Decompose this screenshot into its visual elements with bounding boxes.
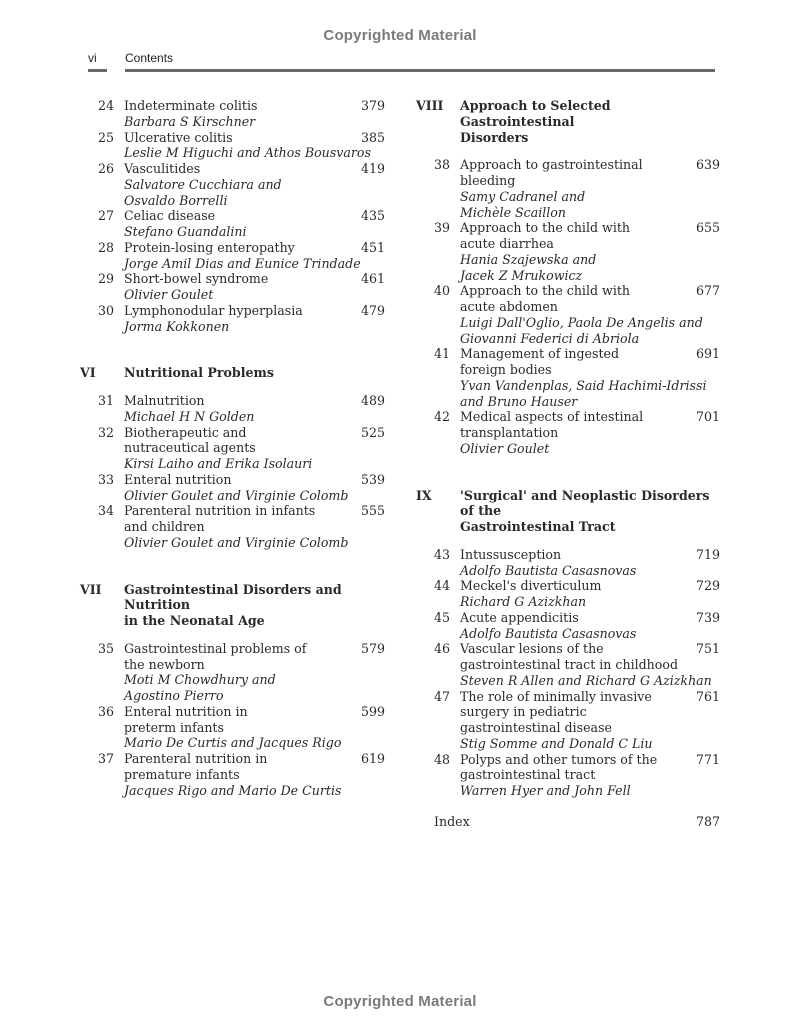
page-number: 761 <box>695 688 720 704</box>
page-number: 719 <box>695 546 720 562</box>
chapter-authors: Michael H N Golden <box>124 408 255 424</box>
chapter-title: acute abdomen <box>460 299 558 314</box>
watermark-top: Copyrighted Material <box>323 27 477 44</box>
chapter-body <box>124 704 346 751</box>
chapter-body <box>124 471 349 504</box>
toc-entry[interactable] <box>416 157 726 220</box>
chapter-title: surgery in pediatric <box>460 704 587 720</box>
chapter-number: 44 <box>433 578 450 594</box>
chapter-title: Approach to the child with <box>460 220 631 236</box>
chapter-title: Approach to the child with <box>460 283 631 299</box>
chapter-number: 43 <box>433 546 450 562</box>
chapter-number: 24 <box>97 98 114 113</box>
page-number: 555 <box>360 503 385 519</box>
page-number: 787 <box>695 813 720 829</box>
chapter-title: Lymphonodular hyperplasia <box>124 302 303 318</box>
chapter-authors: Agostino Pierro <box>124 688 224 703</box>
part-title: Gastrointestinal Tract <box>460 519 616 534</box>
chapter-title: Intussusception <box>460 546 562 562</box>
part-heading[interactable] <box>416 98 726 145</box>
page-number: 479 <box>360 302 385 318</box>
page-number: 525 <box>360 424 385 440</box>
toc-entry[interactable] <box>416 578 726 610</box>
chapter-authors: Giovanni Federici di Abriola <box>460 330 640 346</box>
chapter-body <box>124 129 371 162</box>
chapter-authors: Olivier Goulet <box>460 440 550 456</box>
chapter-title: Vasculitides <box>124 161 201 176</box>
part-number: IX <box>416 487 432 503</box>
chapter-title: Ulcerative colitis <box>124 129 233 145</box>
toc-entry[interactable] <box>80 425 390 472</box>
chapter-body <box>460 547 682 579</box>
chapter-title: Biotherapeutic and <box>124 424 247 440</box>
page-number: 771 <box>695 751 720 767</box>
chapter-number: 39 <box>433 220 450 236</box>
toc-entry[interactable] <box>80 472 390 504</box>
toc-entry[interactable] <box>80 393 390 425</box>
chapter-title: Malnutrition <box>124 393 205 408</box>
chapter-number: 28 <box>97 239 114 255</box>
toc-entry[interactable] <box>80 271 390 303</box>
chapter-title: Parenteral nutrition in <box>124 751 268 766</box>
chapter-number: 45 <box>433 609 450 625</box>
chapter-number: 40 <box>433 283 450 299</box>
chapter-body <box>460 283 703 346</box>
chapter-title: Enteral nutrition in <box>124 703 248 719</box>
chapter-title: Protein-losing enteropathy <box>124 239 295 255</box>
toc-entry[interactable] <box>80 751 390 798</box>
toc-entry[interactable] <box>80 503 390 550</box>
part-title: Disorders <box>460 129 529 145</box>
chapter-title: premature infants <box>124 766 240 782</box>
toc-entry[interactable] <box>80 98 390 130</box>
chapter-body <box>124 161 346 208</box>
toc-entry[interactable] <box>416 547 726 579</box>
part-number: VI <box>80 365 96 381</box>
chapter-number: 41 <box>433 346 450 362</box>
chapter-title: Medical aspects of intestinal <box>460 409 644 425</box>
page-number: 701 <box>695 409 720 425</box>
chapter-authors: Barbara S Kirschner <box>124 113 256 129</box>
chapter-body <box>460 689 682 752</box>
toc-entry[interactable] <box>80 641 390 704</box>
chapter-authors: Richard G Azizkhan <box>460 594 587 609</box>
page-number: 419 <box>360 161 385 176</box>
chapter-authors: Stig Somme and Donald C Liu <box>460 735 653 751</box>
chapter-title: Vascular lesions of the <box>460 641 604 657</box>
part-title: 'Surgical' and Neoplastic Disorders of the <box>460 487 710 519</box>
part-spacer <box>416 457 726 488</box>
toc-entry[interactable] <box>80 130 390 162</box>
toc-entry[interactable] <box>80 161 390 208</box>
toc-right-column <box>416 98 726 830</box>
chapter-number: 26 <box>97 161 114 176</box>
part-heading[interactable] <box>80 582 390 629</box>
chapter-title: Celiac disease <box>124 208 216 224</box>
chapter-authors: Salvatore Cucchiara and <box>124 176 282 192</box>
chapter-authors: Yvan Vandenplas, Said Hachimi-Idrissi <box>460 377 707 393</box>
chapter-title: Parenteral nutrition in infants <box>124 503 316 519</box>
part-title: in the Neonatal Age <box>124 613 265 628</box>
chapter-title: Polyps and other tumors of the <box>460 751 658 767</box>
chapter-title: gastrointestinal tract in childhood <box>460 657 679 672</box>
toc-entry[interactable] <box>416 641 726 688</box>
page-number: 677 <box>695 283 720 299</box>
chapter-authors: Adolfo Bautista Casasnovas <box>460 562 637 578</box>
chapter-title: The role of minimally invasive <box>460 688 652 704</box>
page-number: 451 <box>360 239 385 255</box>
header-rule-short <box>88 69 107 72</box>
toc-entry[interactable] <box>416 409 726 456</box>
chapter-body <box>460 409 682 456</box>
chapter-number: 30 <box>97 302 114 318</box>
chapter-authors: Jacques Rigo and Mario De Curtis <box>124 782 342 798</box>
chapter-authors: Hania Szajewska and <box>460 251 597 267</box>
page-number: 655 <box>695 220 720 236</box>
chapter-title: Indeterminate colitis <box>124 98 258 113</box>
chapter-title: Management of ingested <box>460 346 620 362</box>
chapter-title: preterm infants <box>124 719 224 735</box>
chapter-body <box>124 239 361 272</box>
chapter-number: 27 <box>97 208 114 224</box>
chapter-body <box>460 157 682 220</box>
chapter-title: bleeding <box>460 173 516 188</box>
chapter-body <box>460 752 682 799</box>
running-head-title: Contents <box>125 51 174 65</box>
chapter-number: 46 <box>433 641 450 657</box>
page-number: 579 <box>360 640 385 656</box>
part-title: Approach to Selected Gastrointestinal <box>460 98 611 129</box>
toc-entry[interactable] <box>416 752 726 799</box>
chapter-title: Short-bowel syndrome <box>124 271 269 287</box>
chapter-title: gastrointestinal tract <box>460 767 596 783</box>
toc-entry[interactable] <box>416 220 726 283</box>
toc-entry[interactable] <box>80 704 390 751</box>
toc-entry[interactable] <box>416 283 726 346</box>
page-folio: vi <box>88 51 97 65</box>
toc-entry[interactable] <box>416 610 726 642</box>
chapter-authors: Olivier Goulet and Virginie Colomb <box>124 487 349 503</box>
chapter-body <box>124 98 346 130</box>
watermark-bottom: Copyrighted Material <box>323 993 477 1010</box>
chapter-title: nutraceutical agents <box>124 440 256 456</box>
page-number: 379 <box>360 98 385 113</box>
toc-index-entry[interactable] <box>416 814 726 830</box>
page-number: 619 <box>360 751 385 766</box>
chapter-number: 31 <box>97 393 114 408</box>
chapter-body <box>460 610 682 642</box>
chapter-number: 38 <box>433 157 450 173</box>
chapter-authors: and Bruno Hauser <box>460 393 578 409</box>
part-number: VII <box>80 581 102 597</box>
chapter-number: 37 <box>97 751 114 766</box>
part-title: Nutritional Problems <box>124 365 274 381</box>
page-number: 489 <box>360 393 385 408</box>
toc-entry[interactable] <box>80 240 390 272</box>
page-number: 385 <box>360 129 385 145</box>
chapter-authors: Jorge Amil Dias and Eunice Trindade <box>124 255 361 271</box>
chapter-body <box>460 346 707 409</box>
chapter-body <box>124 503 349 550</box>
chapter-number: 33 <box>97 471 114 487</box>
page-number: 691 <box>695 346 720 362</box>
page-number: 461 <box>360 271 385 287</box>
chapter-number: 29 <box>97 271 114 287</box>
chapter-authors: Leslie M Higuchi and Athos Bousvaros <box>124 145 371 161</box>
page-number: 599 <box>360 703 385 719</box>
chapter-number: 25 <box>97 129 114 145</box>
toc-entry[interactable] <box>416 689 726 752</box>
page-number: 729 <box>695 578 720 594</box>
chapter-number: 32 <box>97 424 114 440</box>
chapter-authors: Michèle Scaillon <box>460 204 566 220</box>
chapter-title: gastrointestinal disease <box>460 720 612 735</box>
chapter-number: 48 <box>433 751 450 767</box>
page-number: 435 <box>360 208 385 224</box>
chapter-authors: Mario De Curtis and Jacques Rigo <box>124 735 342 751</box>
index-label: Index <box>434 813 470 829</box>
header-rule-long <box>125 69 715 72</box>
chapter-authors: Moti M Chowdhury and <box>124 672 276 688</box>
chapter-body <box>124 303 346 335</box>
part-spacer <box>80 334 390 365</box>
chapter-number: 35 <box>97 640 114 656</box>
part-number: VIII <box>416 98 444 113</box>
chapter-authors: Adolfo Bautista Casasnovas <box>460 625 637 641</box>
chapter-number: 34 <box>97 503 114 519</box>
chapter-body <box>124 641 346 704</box>
chapter-number: 42 <box>433 409 450 425</box>
part-title: Gastrointestinal Disorders and Nutrition <box>124 581 342 613</box>
part-heading[interactable] <box>80 365 390 381</box>
chapter-title: Gastrointestinal problems of <box>124 640 307 656</box>
chapter-title: the newborn <box>124 656 205 672</box>
chapter-authors: Olivier Goulet <box>124 287 214 302</box>
chapter-body <box>460 220 682 283</box>
chapter-body <box>460 578 682 610</box>
chapter-body <box>124 425 346 472</box>
chapter-authors: Luigi Dall'Oglio, Paola De Angelis and <box>460 314 703 330</box>
chapter-body <box>124 271 346 303</box>
page-number: 539 <box>360 471 385 487</box>
chapter-authors: Olivier Goulet and Virginie Colomb <box>124 534 349 550</box>
toc-entry[interactable] <box>80 208 390 240</box>
page-number: 739 <box>695 609 720 625</box>
chapter-title: acute diarrhea <box>460 236 554 251</box>
chapter-authors: Stefano Guandalini <box>124 224 247 239</box>
chapter-authors: Kirsi Laiho and Erika Isolauri <box>124 456 313 471</box>
toc-entry[interactable] <box>416 346 726 409</box>
chapter-number: 36 <box>97 703 114 719</box>
chapter-authors: Steven R Allen and Richard G Azizkhan <box>460 672 712 688</box>
chapter-body <box>124 393 346 425</box>
chapter-title: and children <box>124 519 205 534</box>
chapter-title: Enteral nutrition <box>124 471 232 487</box>
part-heading[interactable] <box>416 488 726 535</box>
chapter-title: Meckel's diverticulum <box>460 578 602 594</box>
chapter-authors: Osvaldo Borrelli <box>124 192 228 208</box>
chapter-title: foreign bodies <box>460 362 552 377</box>
chapter-authors: Jorma Kokkonen <box>124 318 230 334</box>
page-number: 751 <box>695 641 720 657</box>
page-number: 639 <box>695 157 720 173</box>
chapter-authors: Jacek Z Mrukowicz <box>460 267 583 283</box>
chapter-body <box>124 751 346 798</box>
part-spacer <box>80 551 390 582</box>
chapter-body <box>124 208 346 240</box>
chapter-title: Approach to gastrointestinal <box>460 157 643 173</box>
chapter-authors: Warren Hyer and John Fell <box>460 783 631 798</box>
chapter-authors: Samy Cadranel and <box>460 188 586 204</box>
chapter-title: transplantation <box>460 425 559 440</box>
chapter-number: 47 <box>433 688 450 704</box>
toc-left-column <box>80 98 390 798</box>
chapter-title: Acute appendicitis <box>460 609 579 625</box>
toc-entry[interactable] <box>80 303 390 335</box>
